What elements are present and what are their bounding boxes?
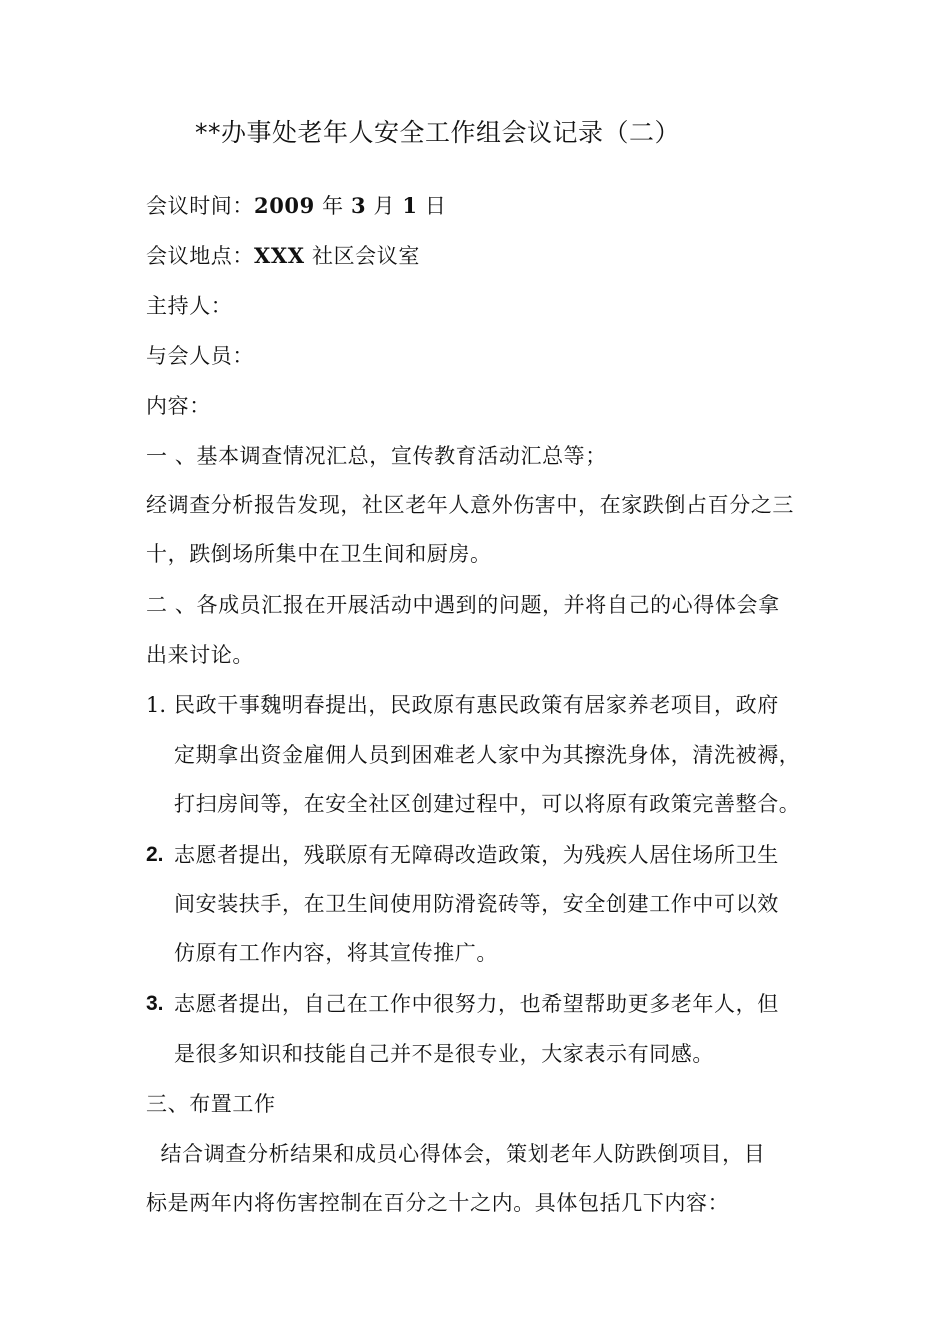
document-title: **办事处老年人安全工作组会议记录（二） (195, 118, 681, 147)
section2-line2: 出来讨论。 (146, 643, 254, 667)
meeting-place-rest: 社区会议室 (304, 244, 420, 268)
item3-number: 3. (146, 992, 164, 1015)
item2-line2: 间安装扶手，在卫生间使用防滑瓷砖等，安全创建工作中可以效 (174, 892, 779, 916)
section1-paragraph-line1: 经调查分析报告发现，社区老年人意外伤害中，在家跌倒占百分之三 (146, 493, 794, 517)
item2-line1: 志愿者提出，残联原有无障碍改造政策，为残疾人居住场所卫生 (174, 843, 779, 867)
item2-number: 2. (146, 843, 164, 866)
item2-line3: 仿原有工作内容，将其宣传推广。 (174, 941, 498, 965)
item3-line1: 志愿者提出，自己在工作中很努力，也希望帮助更多老年人，但 (174, 992, 779, 1016)
content-label: 内容： (146, 394, 211, 418)
meeting-place-code: XXX (254, 243, 305, 268)
section2-line1: 二 、各成员汇报在开展活动中遇到的问题，并将自己的心得体会拿 (146, 593, 780, 617)
section3-paragraph-line2: 标是两年内将伤害控制在百分之十之内。具体包括几下内容： (146, 1191, 730, 1215)
host-line: 主持人： (146, 294, 233, 318)
meeting-time-month: 3 (351, 193, 367, 218)
attendees-line: 与会人员： (146, 344, 254, 368)
meeting-time-line (146, 191, 447, 221)
meeting-time-year: 2009 (254, 193, 315, 218)
section3-heading: 三、布置工作 (146, 1092, 276, 1116)
meeting-place-line (146, 241, 420, 271)
meeting-time-month-suffix: 月 (366, 194, 403, 218)
meeting-time-day-suffix: 日 (417, 194, 447, 218)
item1-line2: 定期拿出资金雇佣人员到困难老人家中为其擦洗身体，清洗被褥， (174, 743, 801, 767)
meeting-time-label: 会议时间： (146, 194, 254, 218)
item1-number: 1. (146, 693, 167, 717)
item1-line1: 民政干事魏明春提出，民政原有惠民政策有居家养老项目，政府 (174, 693, 779, 717)
section3-paragraph-line1: 结合调查分析结果和成员心得体会，策划老年人防跌倒项目，目 (146, 1142, 766, 1166)
item3-line2: 是很多知识和技能自己并不是很专业，大家表示有同感。 (174, 1042, 714, 1066)
meeting-place-label: 会议地点： (146, 244, 254, 268)
item1-line3: 打扫房间等，在安全社区创建过程中，可以将原有政策完善整合。 (174, 792, 801, 816)
meeting-time-year-suffix: 年 (314, 194, 352, 218)
meeting-time-day: 1 (402, 193, 418, 218)
section1-paragraph-line2: 十，跌倒场所集中在卫生间和厨房。 (146, 542, 492, 566)
section1-heading: 一 、基本调查情况汇总，宣传教育活动汇总等； (146, 444, 607, 468)
